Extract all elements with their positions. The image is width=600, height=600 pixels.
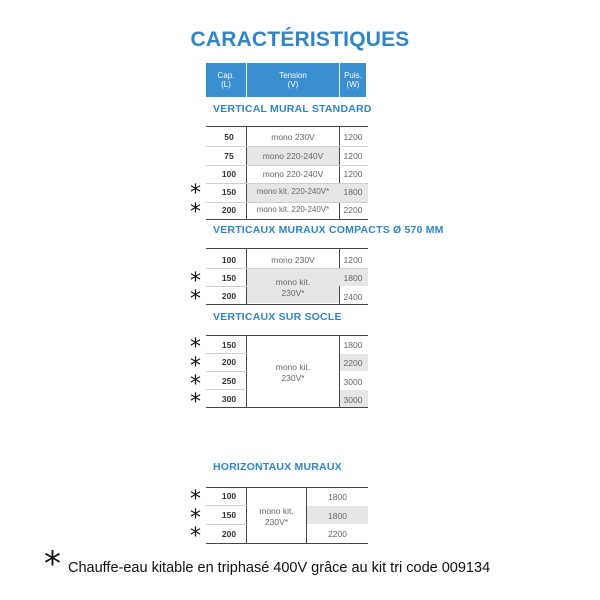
table-top-rule <box>206 126 368 127</box>
row-divider <box>206 353 247 354</box>
asterisk-marker: * <box>190 181 201 206</box>
cell-capacity: 300 <box>221 394 237 404</box>
cell-capacity: 100 <box>221 169 237 179</box>
cell-tension: mono 230V <box>271 132 315 142</box>
header-tension-line2: (V) <box>287 80 299 89</box>
cell-tension: mono 220-240V <box>262 169 324 179</box>
asterisk-marker: * <box>190 524 201 549</box>
cell-capacity: 75 <box>224 151 234 161</box>
cell-tension-merged-line1: mono kit. <box>275 362 311 372</box>
header-tension-line1: Tension <box>279 71 307 80</box>
row-divider <box>206 286 247 287</box>
table-bottom-rule <box>206 219 368 220</box>
header-capacity-line1: Cap. <box>217 71 235 80</box>
cell-power: 2200 <box>343 205 363 215</box>
asterisk-marker: * <box>190 372 201 397</box>
section-title-verticaux-muraux-compacts: VERTICAUX MURAUX COMPACTS Ø 570 MM <box>213 224 444 236</box>
section-title-vertical-mural-standard: VERTICAL MURAL STANDARD <box>213 103 372 115</box>
page-title: CARACTÉRISTIQUES <box>190 28 410 51</box>
cell-capacity: 150 <box>221 340 237 350</box>
table-top-rule <box>206 248 368 249</box>
cell-power: 1200 <box>343 169 363 179</box>
header-power-line2: (W) <box>346 80 360 89</box>
cell-capacity: 100 <box>221 255 237 265</box>
footnote-asterisk: * <box>44 544 61 584</box>
row-divider <box>206 165 368 166</box>
table-bottom-rule <box>206 304 368 305</box>
cell-power: 2200 <box>328 529 347 539</box>
header-power-line1: Puis. <box>344 71 362 80</box>
row-divider <box>206 389 247 390</box>
cell-tension: mono kit. 220-240V* <box>256 187 330 196</box>
footnote-text: Chauffe-eau kitable en triphasé 400V grâce au kit tri code 009134 <box>68 560 491 576</box>
cell-capacity: 150 <box>221 273 237 283</box>
row-divider <box>206 371 247 372</box>
row-divider <box>206 524 247 525</box>
asterisk-marker: * <box>190 200 201 225</box>
cell-capacity: 100 <box>221 491 237 501</box>
section-title-horizontaux-muraux: HORIZONTAUX MURAUX <box>213 461 342 473</box>
cell-tension-merged-line1: mono kit. <box>259 506 294 516</box>
cell-power: 1800 <box>328 492 347 502</box>
cell-power: 1800 <box>343 273 363 283</box>
cell-power: 3000 <box>343 395 363 405</box>
table-top-rule <box>206 487 368 488</box>
header-capacity-line2: (L) <box>221 80 231 89</box>
cell-capacity: 200 <box>221 529 237 539</box>
asterisk-marker: * <box>190 390 201 415</box>
asterisk-marker: * <box>190 269 201 294</box>
cell-power: 1200 <box>343 132 363 142</box>
asterisk-marker: * <box>190 506 201 531</box>
cell-power: 1800 <box>343 187 363 197</box>
cell-tension: mono 230V <box>271 255 315 265</box>
cell-power: 1200 <box>343 255 363 265</box>
asterisk-marker: * <box>190 335 201 360</box>
row-divider <box>206 505 247 506</box>
cell-capacity: 150 <box>221 187 237 197</box>
cell-capacity: 250 <box>221 376 237 386</box>
cell-capacity: 150 <box>221 510 237 520</box>
asterisk-marker: * <box>190 487 201 512</box>
cell-tension-merged-line2: 230V* <box>264 517 289 527</box>
row-divider <box>206 202 368 203</box>
header-capacity <box>206 63 246 97</box>
cell-power: 1800 <box>343 340 363 350</box>
cell-capacity: 50 <box>224 132 234 142</box>
table-bottom-rule <box>206 543 368 544</box>
asterisk-marker: * <box>190 354 201 379</box>
cell-power: 2200 <box>343 358 363 368</box>
cell-power: 2400 <box>343 292 363 302</box>
cell-tension-merged-line1: mono kit. <box>275 277 311 287</box>
section-title-verticaux-sur-socle: VERTICAUX SUR SOCLE <box>213 311 342 323</box>
cell-capacity: 200 <box>221 205 237 215</box>
cell-capacity: 200 <box>221 357 237 367</box>
header-tension <box>247 63 339 97</box>
cell-power: 3000 <box>343 377 363 387</box>
table-bottom-rule <box>206 407 368 408</box>
cell-tension-merged-line2: 230V* <box>281 373 305 383</box>
cell-capacity: 200 <box>221 291 237 301</box>
asterisk-marker: * <box>190 287 201 312</box>
table-top-rule <box>206 335 368 336</box>
header-power <box>340 63 366 97</box>
cell-tension: mono kit. 220-240V* <box>256 205 330 214</box>
cell-power: 1200 <box>343 151 363 161</box>
cell-power: 1800 <box>328 511 347 521</box>
cell-tension-merged-line2: 230V* <box>281 288 305 298</box>
cell-tension: mono 220-240V <box>262 151 324 161</box>
